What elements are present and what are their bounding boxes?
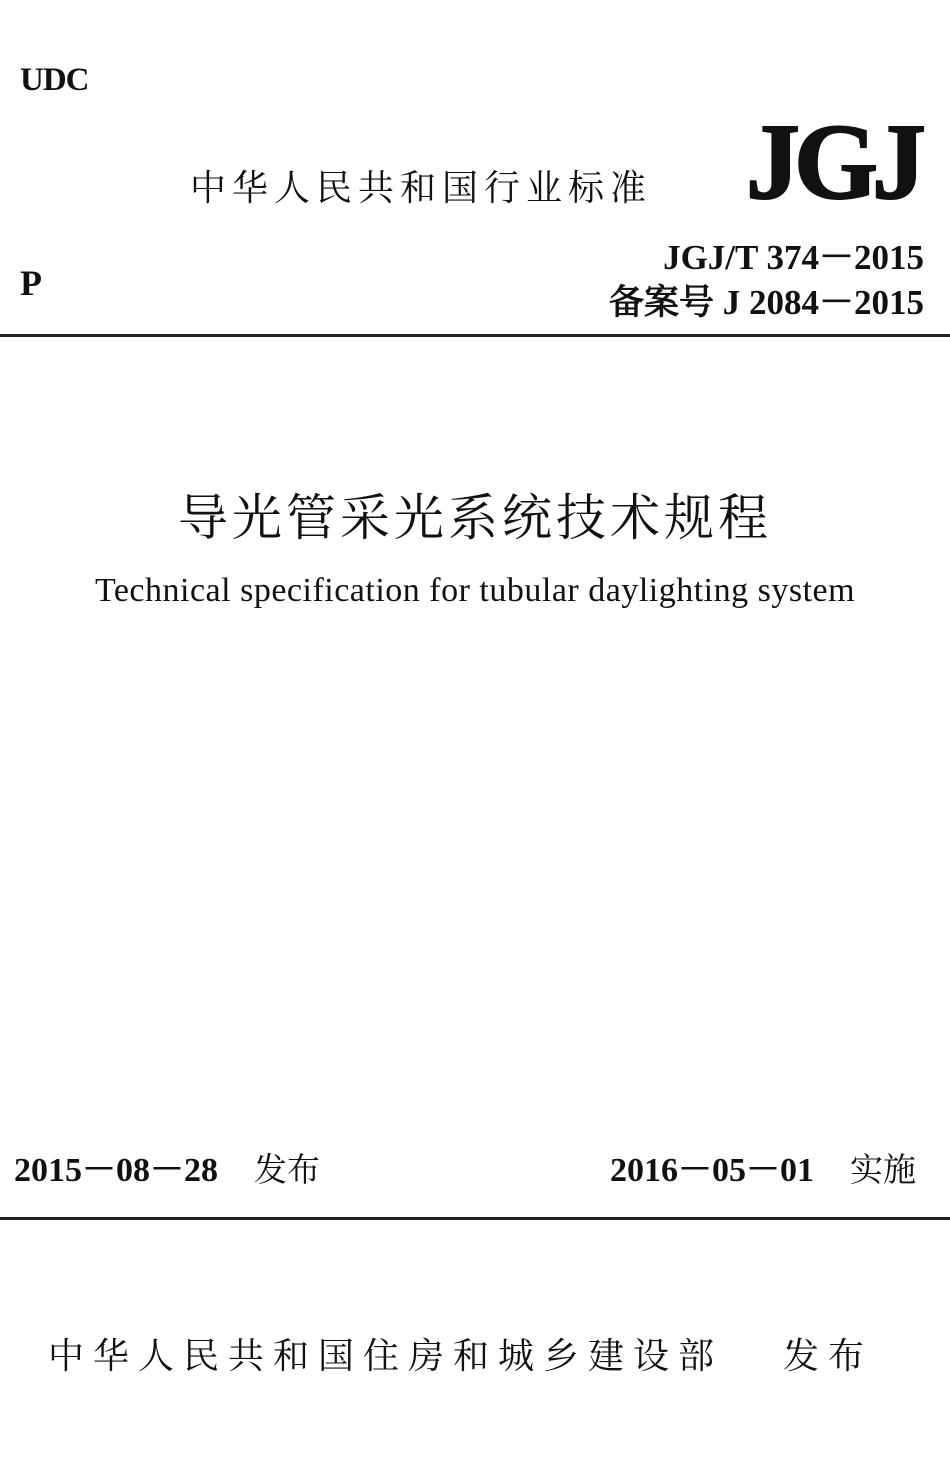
record-number: 备案号 J 2084－2015 <box>608 283 924 322</box>
publish-date: 2015－08－28 <box>14 1152 218 1189</box>
publisher-name: 中华人民共和国住房和城乡建设部 <box>48 1336 724 1377</box>
standard-number: JGJ/T 374－2015 <box>663 238 924 277</box>
implement-label: 实施 <box>850 1150 916 1189</box>
footer-divider <box>0 1217 950 1220</box>
publisher-block <box>48 1328 873 1379</box>
document-title-chinese: 导光管采光系统技术规程 <box>178 489 772 547</box>
header-divider <box>0 334 950 337</box>
classification-code: P <box>20 263 42 303</box>
publish-label: 发布 <box>254 1150 320 1189</box>
implement-date: 2016－05－01 <box>610 1152 814 1189</box>
jgj-logo <box>738 108 928 208</box>
udc-label: UDC <box>20 62 89 98</box>
publish-date-block <box>14 1142 320 1191</box>
jgj-logo-text: JGJ <box>745 108 921 208</box>
industry-standard-title: 中华人民共和国行业标准 <box>190 168 653 209</box>
publisher-label: 发布 <box>783 1336 874 1377</box>
implement-date-block <box>610 1142 916 1191</box>
document-title-english: Technical specification for tubular daylighting system <box>94 572 856 609</box>
